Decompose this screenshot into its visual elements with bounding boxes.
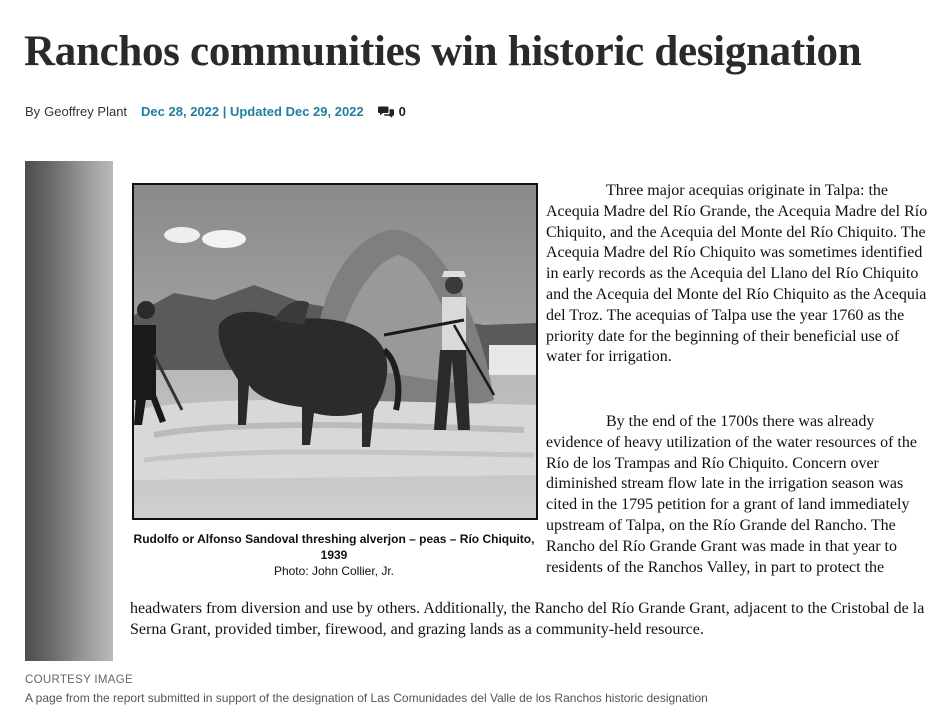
historic-photo [132,183,538,520]
byline [25,101,406,121]
publish-dates: Dec 28, 2022 | Updated Dec 29, 2022 [141,103,364,119]
report-paragraph-2: By the end of the 1700s there was already evidence of heavy utilization of the water resources of the Río de los Trampas and Río Chiquito. Concern over diminished stream flow late in the irrigation season was cited in the 1795 petition for a grant of land immediately upstream of Talpa, on the Río Grande del Rancho. The Rancho del Río Grande Grant was made in that year to residents of the Ranchos Valley, in part to protect the [546,413,917,576]
byline-prefix: By [25,103,41,119]
report-paragraph-1: Three major acequias originate in Talpa: the Acequia Madre del Río Grande, the Acequia Madre del Río Chiquito, and the Acequia del Monte del Río Chiquito. The Acequia Madre del Río Chiquito was sometimes identified in early records as the Acequia del Llano del Río Chiquito and the Acequia del Monte del Río Chiquito as the Acequia del Troz. The acequias of Talpa use the year 1760 as the priority date for the beginning of their beneficial use of water for irrigation. [546,182,928,366]
comments-link[interactable] [378,104,406,119]
article-headline: Ranchos communities win historic designation [24,28,862,75]
photo-caption-credit: Photo: John Collier, Jr. [273,564,395,578]
image-credit: COURTESY IMAGE [25,674,133,686]
scan-shadow-edge [25,161,113,661]
photo-caption [133,531,535,579]
photo-caption-title: Rudolfo or Alfonso Sandoval threshing alverjon – peas – Río Chiquito, 1939 [133,532,535,562]
report-paragraph-3: headwaters from diversion and use by others. Additionally, the Rancho del Río Grande Grant, adjacent to the Cristobal de la Serna Grant, provided timber, firewood, and grazing lands as a community-held resource. [130,600,925,638]
comments-icon [378,105,394,118]
comment-count: 0 [398,103,406,119]
author-link[interactable]: Geoffrey Plant [44,103,128,119]
report-page-image [25,161,932,661]
image-caption: A page from the report submitted in support of the designation of Las Comunidades del Valle de los Ranchos historic designation [25,691,708,705]
